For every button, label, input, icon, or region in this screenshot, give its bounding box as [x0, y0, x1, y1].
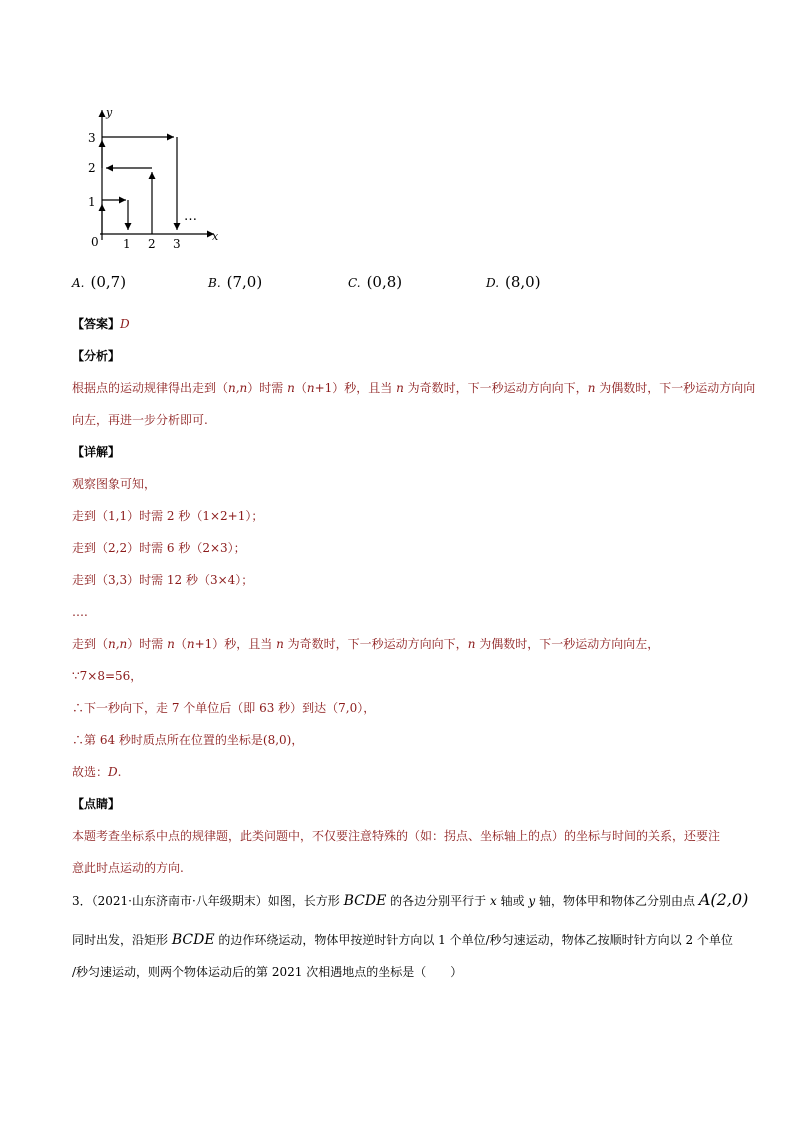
x-axis-label: x	[212, 230, 219, 243]
detail-line-6: 走到（n,n）时需 n（n+1）秒，且当 n 为奇数时，下一秒运动方向向下，n 为偶数时，下一秒运动方向向左，	[72, 637, 660, 651]
detail-line-9: ∴第 64 秒时质点所在位置的坐标是(8,0)，	[72, 733, 304, 747]
option-a-value: (0,7)	[90, 273, 127, 291]
option-b-letter: B.	[208, 276, 221, 290]
option-a	[72, 273, 126, 291]
question3-line-1: 3．（2021·山东济南市·八年级期末）如图，长方形 BCDE 的各边分别平行于 x 轴或 y 轴，物体甲和物体乙分别由点 A(2,0)	[72, 890, 749, 909]
x-tick-2: 2	[148, 237, 156, 250]
option-d-value: (8,0)	[505, 273, 541, 291]
y-tick-3: 3	[88, 131, 96, 145]
answer-line	[72, 316, 130, 332]
option-c-letter: C.	[348, 276, 361, 290]
comment-line-1: 本题考查坐标系中点的规律题，此类问题中，不仅要注意特殊的（如：拐点、坐标轴上的点）的坐标与时间的关系，还要注	[72, 829, 721, 843]
option-c	[348, 273, 402, 291]
detail-line-5: ….	[72, 605, 88, 619]
motion-path-figure	[78, 100, 238, 250]
option-b	[208, 273, 262, 291]
figure-ellipsis: …	[184, 209, 197, 224]
detail-line-1: 观察图象可知，	[72, 477, 157, 491]
comment-heading: 【点睛】	[72, 797, 121, 811]
answer-heading: 【答案】	[72, 317, 121, 331]
question3-line-2: 同时出发，沿矩形 BCDE 的边作环绕运动，物体甲按逆时针方向以 1 个单位/秒匀速运动，物体乙按顺时针方向以 2 个单位	[72, 932, 733, 948]
y-tick-1: 1	[88, 195, 96, 209]
comment-line-2: 意此时点运动的方向.	[72, 861, 184, 875]
analysis-line-2: 向左，再进一步分析即可.	[72, 413, 208, 427]
analysis-line-1: 根据点的运动规律得出走到（n,n）时需 n（n+1）秒，且当 n 为奇数时，下一秒运动方向向下，n 为偶数时，下一秒运动方向向	[72, 381, 756, 395]
origin-label: 0	[91, 235, 99, 249]
option-b-value: (7,0)	[226, 273, 263, 291]
option-c-value: (0,8)	[366, 273, 403, 291]
question3-line-3: /秒匀速运动，则两个物体运动后的第 2021 次相遇地点的坐标是（ ）	[72, 965, 463, 979]
y-tick-2: 2	[88, 161, 96, 175]
detail-heading: 【详解】	[72, 445, 121, 459]
x-tick-3: 3	[173, 237, 181, 250]
detail-line-10: 故选：D.	[72, 765, 122, 779]
detail-line-3: 走到（2,2）时需 6 秒（2×3）；	[72, 541, 246, 555]
option-a-letter: A.	[72, 276, 85, 290]
detail-line-7: ∵7×8=56，	[72, 669, 143, 683]
x-tick-1: 1	[123, 237, 131, 250]
detail-line-2: 走到（1,1）时需 2 秒（1×2+1）；	[72, 509, 264, 523]
detail-line-8: ∴下一秒向下，走 7 个单位后（即 63 秒）到达（7,0），	[72, 701, 376, 715]
option-d	[486, 273, 541, 291]
answer-value: D	[120, 317, 130, 331]
y-axis-label: y	[106, 106, 113, 119]
option-d-letter: D.	[486, 276, 500, 290]
detail-line-4: 走到（3,3）时需 12 秒（3×4）；	[72, 573, 254, 587]
analysis-heading: 【分析】	[72, 349, 121, 363]
